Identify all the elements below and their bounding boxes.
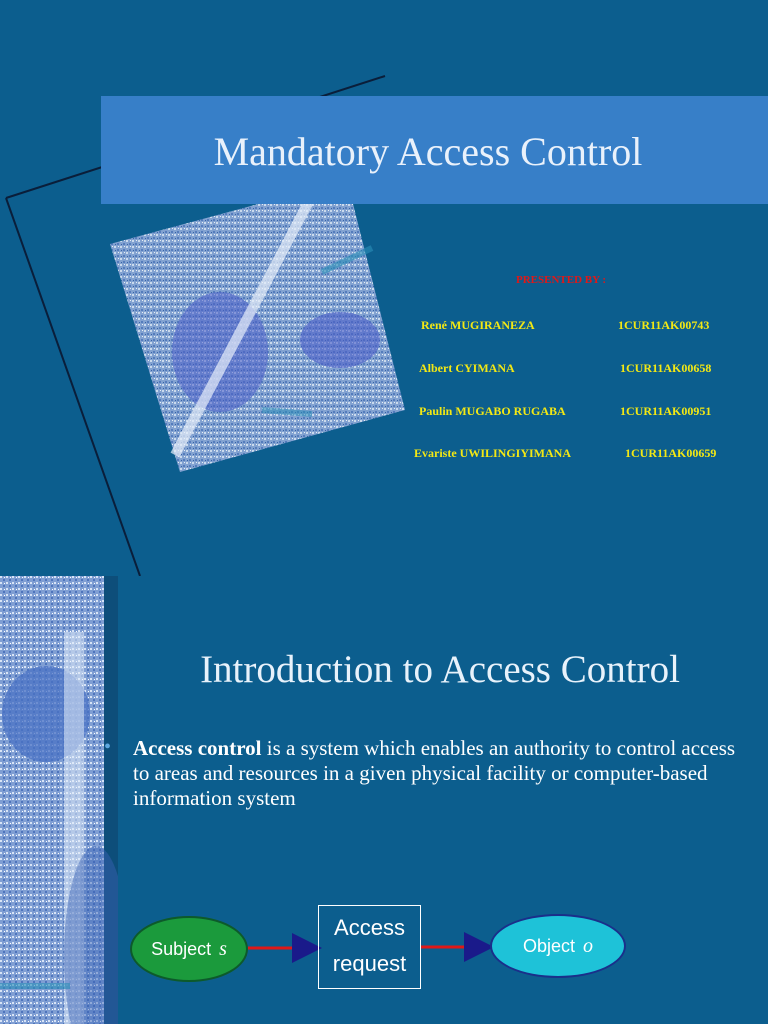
object-label: Object bbox=[522, 935, 576, 956]
subject-label: Subject bbox=[151, 938, 212, 959]
request-line-1: Access bbox=[334, 915, 405, 940]
presenter-name: Albert CYIMANA bbox=[419, 361, 515, 375]
presenter-row bbox=[421, 318, 710, 333]
subject-variable: s bbox=[219, 937, 227, 960]
request-line-2: request bbox=[332, 951, 407, 976]
presenter-row bbox=[419, 361, 712, 376]
presented-by-label: PRESENTED BY : bbox=[516, 274, 607, 286]
presenter-name: Evariste UWILINGIYIMANA bbox=[414, 446, 571, 460]
bullet-marker: • bbox=[104, 736, 112, 758]
presenter-name: Paulin MUGABO RUGABA bbox=[419, 404, 566, 418]
object-variable: o bbox=[583, 934, 594, 957]
presenter-id: 1CUR11AK00743 bbox=[618, 318, 710, 332]
presenter-row bbox=[414, 446, 717, 461]
presenter-id: 1CUR11AK00659 bbox=[625, 446, 717, 460]
object-node bbox=[490, 914, 626, 978]
slide-title-text: Mandatory Access Control bbox=[213, 129, 643, 174]
presenter-id: 1CUR11AK00951 bbox=[620, 404, 712, 418]
subject-node bbox=[130, 916, 248, 982]
slide-title-text: Introduction to Access Control bbox=[200, 648, 680, 691]
bullet-term: Access control bbox=[133, 736, 262, 760]
presenter-id: 1CUR11AK00658 bbox=[620, 361, 712, 375]
slide-introduction bbox=[0, 576, 768, 1024]
presenter-name: René MUGIRANEZA bbox=[421, 318, 535, 332]
presenter-row bbox=[419, 404, 712, 419]
access-request-box bbox=[318, 905, 421, 989]
bullet-text: is a system which enables an authority to control access to areas and resources in a given physical facility or computer-based information system bbox=[133, 736, 736, 810]
